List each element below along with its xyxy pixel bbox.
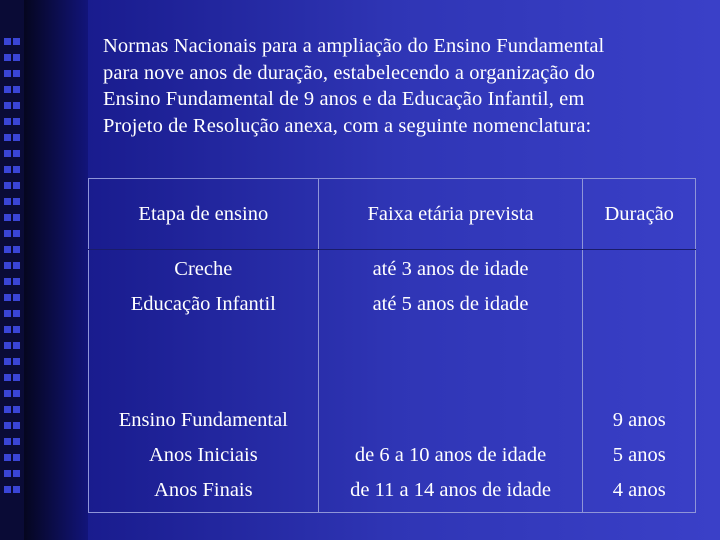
header-faixa: Faixa etária prevista bbox=[318, 179, 583, 250]
faixa-line: de 11 a 14 anos de idade bbox=[350, 479, 551, 501]
intro-line: Ensino Fundamental de 9 anos e da Educação Infantil, em bbox=[103, 88, 585, 110]
faixa-line: até 3 anos de idade bbox=[372, 258, 529, 280]
nomenclature-table bbox=[88, 178, 696, 513]
etapa-line: Anos Finais bbox=[154, 479, 253, 501]
intro-line: Normas Nacionais para a ampliação do Ensino Fundamental bbox=[103, 35, 605, 57]
intro-line: para nove anos de duração, estabelecendo a organização do bbox=[103, 61, 595, 84]
table-row bbox=[89, 250, 696, 399]
intro-line: Projeto de Resolução anexa, com a seguinte nomenclatura: bbox=[103, 114, 592, 137]
faixa-line: até 5 anos de idade bbox=[372, 293, 529, 315]
duracao-line: 4 anos bbox=[612, 479, 666, 501]
duracao-line: 5 anos bbox=[612, 444, 666, 466]
header-etapa: Etapa de ensino bbox=[89, 179, 319, 250]
faixa-line: de 6 a 10 anos de idade bbox=[354, 444, 547, 466]
decorative-square-column bbox=[4, 38, 12, 502]
etapa-line: Educação Infantil bbox=[130, 293, 276, 315]
etapa-line: Creche bbox=[174, 258, 233, 280]
decorative-left-strip bbox=[0, 0, 24, 540]
etapa-line: Anos Iniciais bbox=[148, 444, 258, 466]
duracao-line: 9 anos bbox=[612, 409, 666, 431]
etapa-line: Ensino Fundamental bbox=[118, 409, 288, 431]
header-duracao: Duração bbox=[583, 179, 696, 250]
intro-paragraph bbox=[103, 33, 703, 139]
cell-etapa bbox=[89, 250, 319, 399]
cell-duracao bbox=[583, 250, 696, 399]
decorative-square-column bbox=[13, 38, 21, 502]
table-row bbox=[89, 398, 696, 513]
table-header-row bbox=[89, 179, 696, 250]
cell-duracao bbox=[583, 398, 696, 513]
cell-faixa bbox=[318, 250, 583, 399]
cell-etapa bbox=[89, 398, 319, 513]
cell-faixa bbox=[318, 398, 583, 513]
decorative-dark-band bbox=[24, 0, 88, 540]
